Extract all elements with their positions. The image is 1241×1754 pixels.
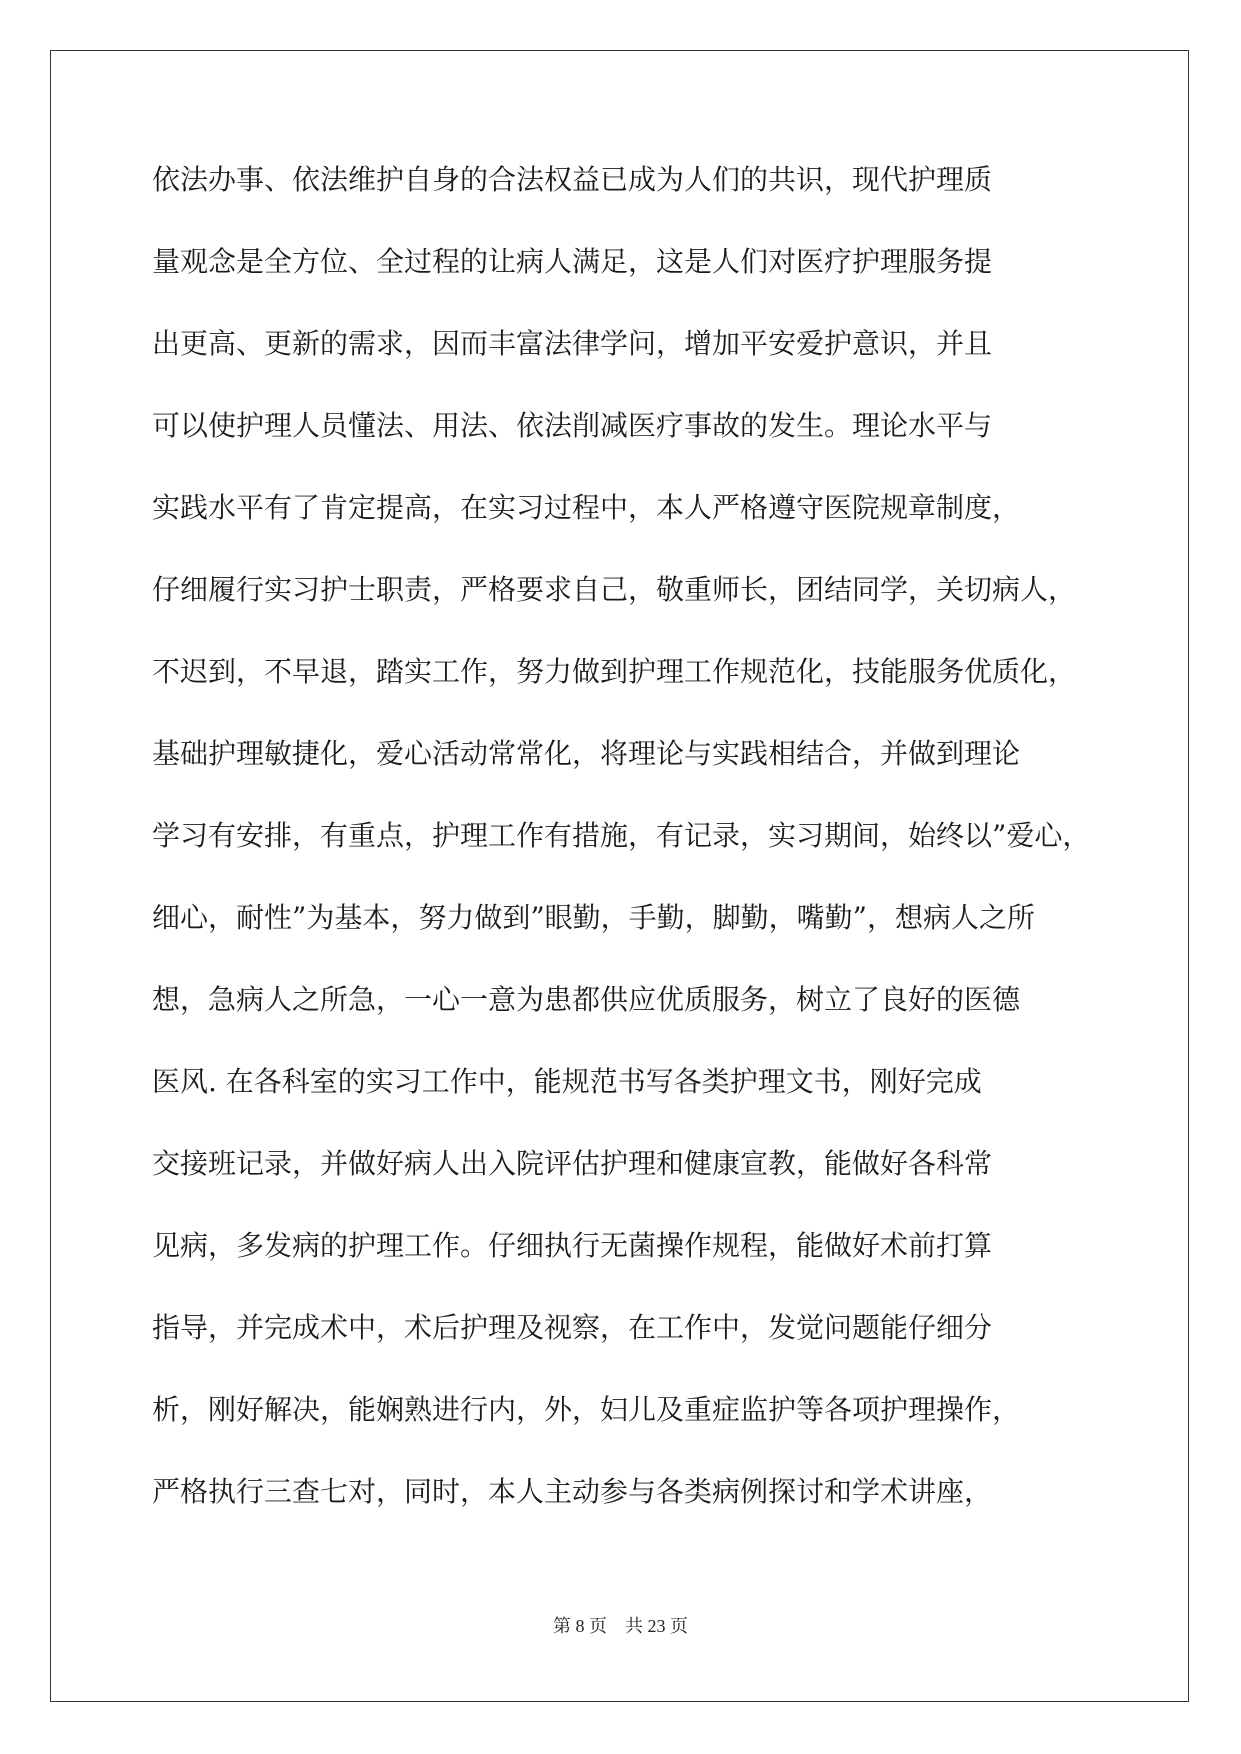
document-body (152, 160, 1102, 1554)
text-line-7: 不迟到，不早退，踏实工作，努力做到护理工作规范化，技能服务优质化， (152, 655, 1077, 688)
text-line-10: 细心，耐性”为基本，努力做到”眼勤，手勤，脚勤，嘴勤”，想病人之所 (152, 901, 1035, 934)
text-line-12: 医风. 在各科室的实习工作中，能规范书写各类护理文书，刚好完成 (152, 1065, 982, 1098)
text-line-3: 出更高、更新的需求，因而丰富法律学问，增加平安爱护意识，并且 (152, 327, 993, 360)
text-line-6: 仔细履行实习护士职责，严格要求自己，敬重师长，团结同学，关切病人， (152, 573, 1077, 606)
text-line-1: 依法办事、依法维护自身的合法权益已成为人们的共识，现代护理质 (152, 163, 993, 196)
text-line-9: 学习有安排，有重点，护理工作有措施，有记录，实习期间，始终以”爱心， (152, 819, 1091, 852)
text-line-17: 严格执行三查七对，同时，本人主动参与各类病例探讨和学术讲座， (152, 1475, 993, 1508)
page-number-footer: 第 8 页 共 23 页 (553, 1616, 688, 1636)
text-line-16: 析，刚好解决，能娴熟进行内，外，妇儿及重症监护等各项护理操作， (152, 1393, 1021, 1426)
text-line-8: 基础护理敏捷化，爱心活动常常化，将理论与实践相结合，并做到理论 (152, 737, 1021, 770)
text-line-13: 交接班记录，并做好病人出入院评估护理和健康宣教，能做好各科常 (152, 1147, 993, 1180)
text-line-14: 见病，多发病的护理工作。仔细执行无菌操作规程，能做好术前打算 (152, 1229, 993, 1262)
text-line-2: 量观念是全方位、全过程的让病人满足，这是人们对医疗护理服务提 (152, 245, 993, 278)
text-line-15: 指导，并完成术中，术后护理及视察，在工作中，发觉问题能仔细分 (152, 1311, 993, 1344)
text-line-4: 可以使护理人员懂法、用法、依法削减医疗事故的发生。理论水平与 (152, 409, 993, 442)
text-line-5: 实践水平有了肯定提高，在实习过程中，本人严格遵守医院规章制度， (152, 491, 1021, 524)
text-line-11: 想，急病人之所急，一心一意为患都供应优质服务，树立了良好的医德 (152, 983, 1021, 1016)
